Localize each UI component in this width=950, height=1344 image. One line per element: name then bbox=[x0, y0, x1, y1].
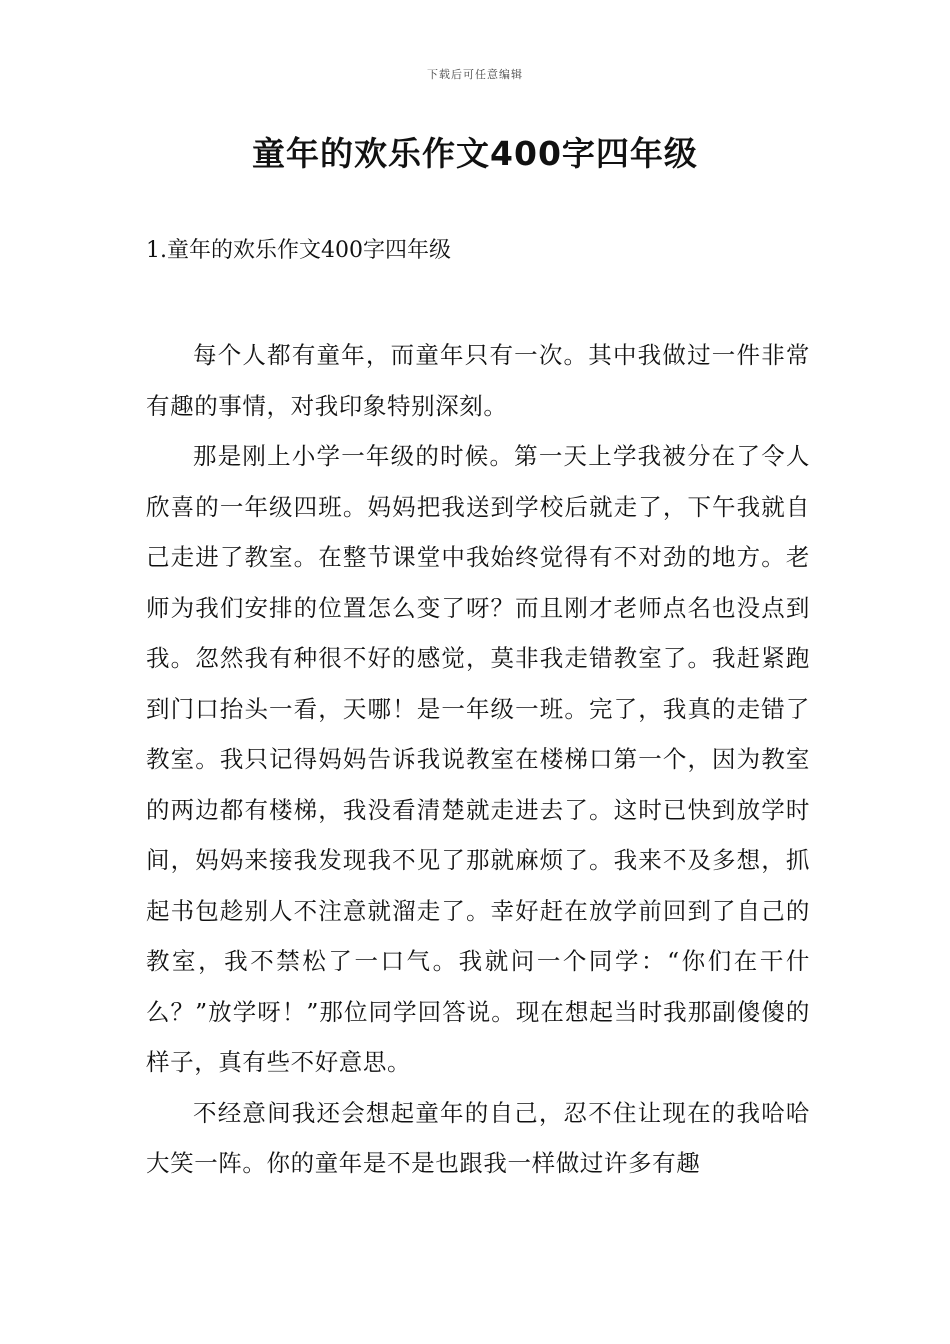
paragraph-2: 那是刚上小学一年级的时候。第一天上学我被分在了令人欣喜的一年级四班。妈妈把我送到学校后就走了，下午我就自己走进了教室。在整节课堂中我始终觉得有不对劲的地方。老师为我们安排的位置怎么变了呀？而且刚才老师点名也没点到我。忽然我有种很不好的感觉，莫非我走错教室了。我赶紧跑到门口抬头一看，天哪！是一年级一班。完了，我真的走错了教室。我只记得妈妈告诉我说教室在楼梯口第一个，因为教室的两边都有楼梯，我没看清楚就走进去了。这时已快到放学时间，妈妈来接我发现我不见了那就麻烦了。我来不及多想，抓起书包趁别人不注意就溜走了。幸好赶在放学前回到了自己的教室，我不禁松了一口气。我就问一个同学：“你们在干什么？”放学呀！”那位同学回答说。现在想起当时我那副傻傻的样子，真有些不好意思。 bbox=[146, 442, 810, 1076]
document-body bbox=[146, 330, 810, 1189]
section-heading: 1.童年的欢乐作文400字四年级 bbox=[146, 238, 451, 263]
paragraph-3: 不经意间我还会想起童年的自己，忍不住让现在的我哈哈大笑一阵。你的童年是不是也跟我一样做过许多有趣 bbox=[146, 1098, 810, 1177]
document-title: 童年的欢乐作文400字四年级 bbox=[252, 134, 698, 173]
header-note: 下载后可任意编辑 bbox=[427, 68, 523, 81]
paragraph-1: 每个人都有童年，而童年只有一次。其中我做过一件非常有趣的事情，对我印象特别深刻。 bbox=[146, 341, 810, 420]
